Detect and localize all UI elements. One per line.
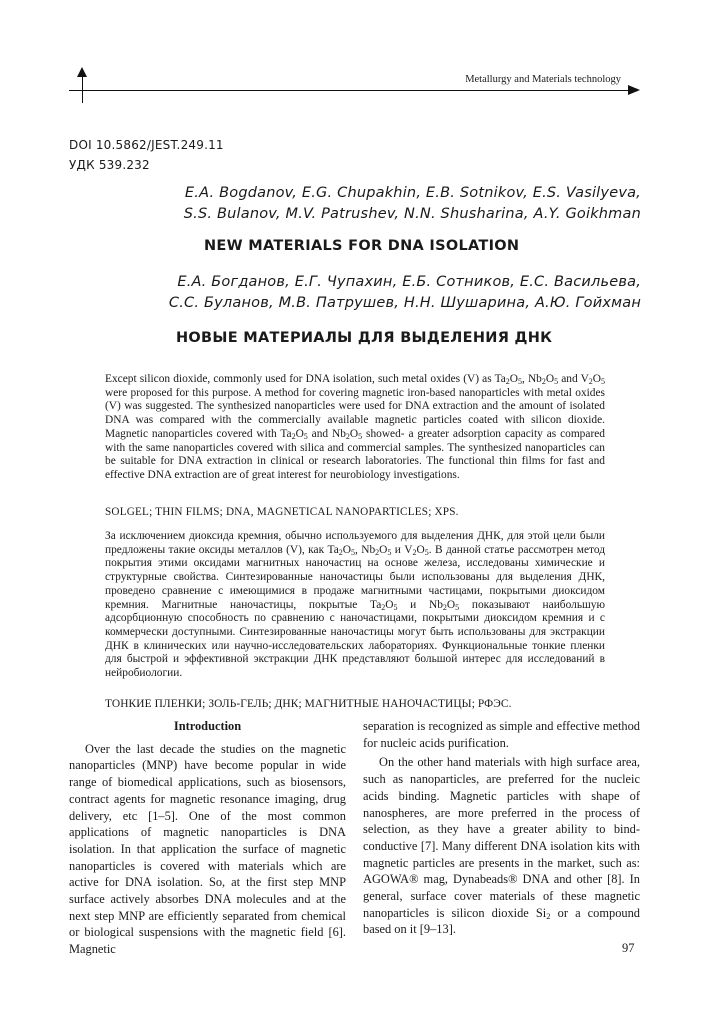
udk: УДК 539.232 bbox=[69, 158, 150, 172]
title-en: NEW MATERIALS FOR DNA ISOLATION bbox=[204, 238, 520, 254]
authors-en bbox=[81, 183, 641, 225]
header-horizontal-rule bbox=[69, 90, 629, 91]
intro-paragraph-1: Over the last decade the studies on the magnetic nanoparticles (MNP) have become popular in wide range of biomedical applications, such as biosensors, contract agents for magnetic resonance imaging, drug delivery, etc [1–5]. One of the most common applications of magnetic nanoparticles is DNA isolation. In that application the surface of magnetic nanoparticles is covered with materials which are active for DNA isolation. So, at the first step MNP surface actively absorbes DNA molecules and at the next step MNP are efficiently separated from chemical or biological suspensions with the magnetic field [6]. Magnetic bbox=[69, 741, 346, 957]
abstract-ru: За исключением диоксида кремния, обычно используемого для выделения ДНК, для этой цели были предложены такие оксиды металлов (V), как $Ta_2O_5$, $Nb_2O_5$ и $V_2O_5$. В данной статье рассмотрен метод покрытия этими оксидами магнитных наночастиц на основе железа, исследованы химические и структурные свойства. Синтезированные наночастицы были использованы для выделения ДНК, проведено сравнение с имеющимися в продаже магнитными частицами, покрытыми диоксидом кремния. Магнитные наночастицы, покрытые $Ta_2O_5$ и $Nb_2O_5$ показывают наибольшую адсорбционную способность по сравнению с наночастицами, покрытыми диоксидом кремния и с коммерчески доступными. Синтезированные наночастицы могут быть использованы для экстракции ДНК в клинических или научно-исследовательских лабораториях. Функциональные тонкие пленки для быстрой и эффективной экстракции ДНК представляют большой интерес для исследований в нейробиологии. bbox=[105, 530, 605, 680]
title-ru: НОВЫЕ МАТЕРИАЛЫ ДЛЯ ВЫДЕЛЕНИЯ ДНК bbox=[176, 330, 553, 346]
authors-en-line-1: E.A. Bogdanov, E.G. Chupakhin, E.B. Sotnikov, E.S. Vasilyeva, bbox=[184, 185, 641, 201]
column-left bbox=[69, 718, 346, 958]
authors-ru-line-2: С.С. Буланов, М.В. Патрушев, Н.Н. Шушарина, А.Ю. Гойхман bbox=[168, 295, 641, 311]
header-right-arrow-icon bbox=[628, 85, 640, 95]
authors-en-line-2: S.S. Bulanov, M.V. Patrushev, N.N. Shusharina, A.Y. Goikhman bbox=[183, 206, 641, 222]
intro-paragraph-2: On the other hand materials with high surface area, such as nanoparticles, are preferred for the nucleic acids binding. Magnetic particles with shape of nanospheres, are more preferred in the process of selection, as they have a greater ability to bind-conductive [7]. Many different DNA isolation kits with magnetic particles are presents in the market, such as: AGOWA® mag, Dynabeads® DNA and other [8]. In general, surface cover materials of these magnetic nanoparticles is silicon dioxide $Si_2$ or a compound based on it [9–13]. bbox=[363, 755, 640, 937]
column-right bbox=[363, 718, 640, 938]
doi: DOI 10.5862/JEST.249.11 bbox=[69, 138, 224, 152]
journal-section-title: Metallurgy and Materials technology bbox=[465, 74, 621, 85]
abstract-en: Except silicon dioxide, commonly used for DNA isolation, such metal oxides (V) as $Ta_2O_5$, $Nb_2O_5$ and $V_2O_5$ were proposed for this purpose. A method for covering magnetic iron-based nanoparticles with metal oxides (V) was suggested. The synthesized nanoparticles were used for DNA extraction and the amount of isolated DNA was compared with the commercially available magnetic particles coated with silicon dioxide. Magnetic nanoparticles covered with $Ta_2O_5$ and $Nb_2O_5$ showed- a greater adsorption capacity as compared with the same nanoparticles covered with silica and commercial samples. The synthesized nanoparticles can be suitable for DNA extraction in clinical or research laboratories. The functional thin films for fast and effective DNA extraction are of great interest for neurobiology investigations. bbox=[105, 373, 605, 481]
intro-paragraph-1-continued: separation is recognized as simple and effective method for nucleic acids purification. bbox=[363, 719, 640, 750]
keywords-ru: ТОНКИЕ ПЛЕНКИ; ЗОЛЬ-ГЕЛЬ; ДНК; МАГНИТНЫЕ НАНОЧАСТИЦЫ; РФЭС. bbox=[105, 698, 512, 710]
page-number: 97 bbox=[622, 941, 635, 955]
keywords-en: SOLGEL; THIN FILMS; DNA, MAGNETICAL NANOPARTICLES; XPS. bbox=[105, 506, 459, 518]
authors-ru-line-1: Е.А. Богданов, Е.Г. Чупахин, Е.Б. Сотников, Е.С. Васильева, bbox=[177, 274, 641, 290]
authors-ru bbox=[81, 272, 641, 314]
introduction-heading: Introduction bbox=[173, 719, 242, 733]
header-vertical-rule bbox=[82, 74, 83, 103]
